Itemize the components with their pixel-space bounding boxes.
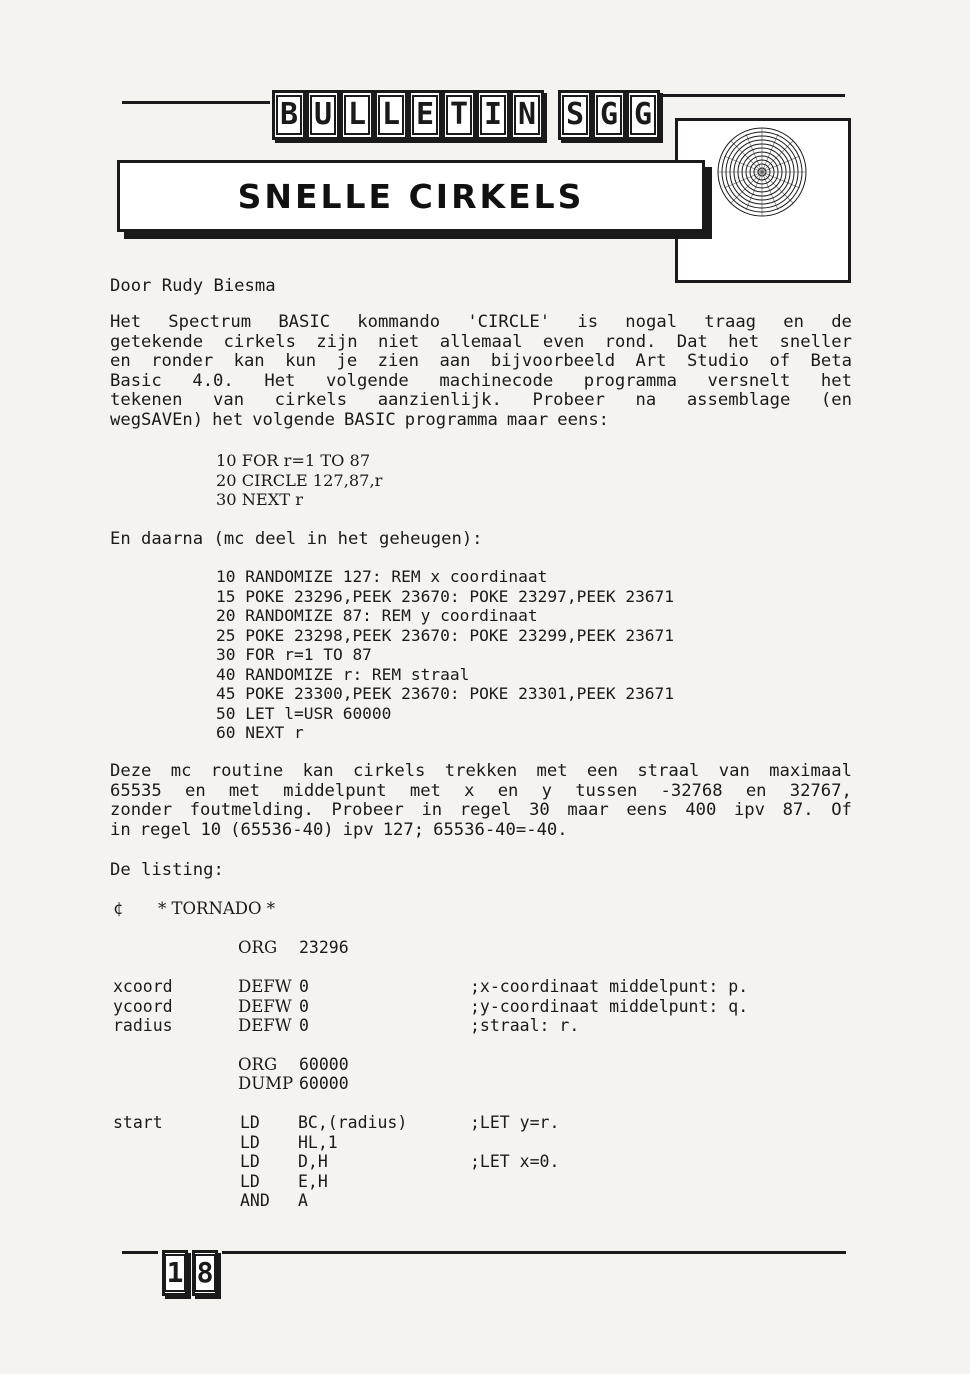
org2-op: ORG <box>238 1055 278 1074</box>
word: Dat <box>676 331 708 352</box>
footer-rule-left <box>122 1251 158 1254</box>
word: 400 <box>685 800 717 820</box>
code-comment: ;LET y=r. <box>470 1113 560 1132</box>
word: (65536-40) <box>230 819 334 840</box>
def-arg: 0 <box>299 1016 309 1035</box>
word: zien <box>377 351 420 371</box>
word: maar <box>567 800 609 820</box>
page-number-digit-2: 8 <box>192 1250 218 1296</box>
word: Probeer <box>532 390 605 410</box>
masthead-letter: I <box>476 90 510 140</box>
word: -32768 <box>660 780 723 801</box>
org1-arg: 23296 <box>299 938 349 957</box>
word: aanzienlijk. <box>377 390 502 410</box>
word: programma <box>404 409 498 430</box>
word: en <box>745 780 767 801</box>
word: programma <box>583 370 677 391</box>
word: middelpunt <box>283 780 387 801</box>
word: wegSAVEn) <box>110 409 204 430</box>
code-line: 25 POKE 23298,PEEK 23670: POKE 23299,PEEK 23671 <box>216 625 675 645</box>
word: assemblage <box>686 390 791 410</box>
word: en <box>497 780 519 801</box>
code-arg: BC,(radius) <box>298 1113 408 1132</box>
word: en <box>110 351 131 371</box>
def-label: radius <box>113 1016 173 1035</box>
word: kan <box>233 351 265 371</box>
def-comment: ;y-coordinaat middelpunt: q. <box>470 996 749 1016</box>
word: regel <box>459 800 512 820</box>
word: het <box>212 409 244 430</box>
word: en <box>184 780 206 801</box>
paragraph-explanation <box>110 762 852 840</box>
masthead-letter: L <box>340 90 374 140</box>
paragraph-line <box>110 391 852 411</box>
def-arg: 0 <box>299 996 309 1016</box>
word: het <box>728 331 760 352</box>
def-arg: 0 <box>299 977 309 996</box>
word: allemaal <box>439 331 523 352</box>
word: de <box>831 312 852 332</box>
word: trekken <box>444 761 518 781</box>
word: rond. <box>604 331 657 352</box>
org2-arg: 60000 <box>299 1055 349 1074</box>
code-comment: ;LET x=0. <box>470 1152 560 1171</box>
masthead-letter: L <box>374 90 408 140</box>
word: van <box>718 761 750 781</box>
word: is <box>577 312 599 332</box>
word: getekende <box>110 331 204 352</box>
code-op: LD <box>240 1152 260 1171</box>
word: zijn <box>316 331 358 352</box>
code-line: 20 CIRCLE 127,87,r <box>216 470 383 490</box>
code-arg: E,H <box>298 1171 328 1191</box>
word: een <box>586 761 618 781</box>
word: 4.0. <box>192 370 234 391</box>
word: aan <box>439 351 471 371</box>
code-line: 30 NEXT r <box>216 490 303 509</box>
word: Beta <box>810 351 852 371</box>
disc-icon <box>716 126 808 218</box>
word: je <box>336 351 358 371</box>
paragraph-line <box>110 762 852 782</box>
code-op: AND <box>240 1191 270 1210</box>
def-comment: ;straal: r. <box>470 1016 580 1035</box>
word: maar <box>506 409 549 430</box>
word: traag <box>704 312 757 332</box>
word: kun <box>285 351 317 371</box>
code-line: 15 POKE 23296,PEEK 23670: POKE 23297,PEEK 23671 <box>216 586 675 606</box>
word: Art <box>635 351 667 371</box>
page-title: SNELLE CIRKELS <box>237 177 585 216</box>
listing-title: * TORNADO * <box>158 899 276 918</box>
def-op: DEFW <box>238 977 292 996</box>
footer-rule-right <box>222 1251 846 1254</box>
word: het <box>820 370 852 391</box>
word: cirkels <box>352 761 426 781</box>
word: sneller <box>779 331 852 352</box>
word: tekenen <box>110 390 183 410</box>
listing-label: De listing: <box>110 860 224 880</box>
word: Het <box>110 312 142 332</box>
word: 32767, <box>789 780 852 801</box>
word: maximaal <box>769 761 852 781</box>
code-line: 60 NEXT r <box>216 723 304 742</box>
def-op: DEFW <box>238 996 292 1016</box>
word: kan <box>302 761 334 781</box>
def-label: ycoord <box>113 996 173 1016</box>
word: machinecode <box>439 370 554 391</box>
word: mc <box>170 761 192 781</box>
word: Spectrum <box>168 312 252 332</box>
word: ipv <box>342 819 374 840</box>
title-box <box>117 160 705 232</box>
code-op: LD <box>240 1113 260 1132</box>
code-line: 40 RANDOMIZE r: REM straal <box>216 664 470 684</box>
word: BASIC <box>343 409 396 430</box>
paragraph-line <box>110 411 852 431</box>
word: 'CIRCLE' <box>467 312 551 332</box>
word: routine <box>210 761 284 781</box>
word: met <box>536 761 568 781</box>
listing-comment-mark: ¢ <box>113 899 123 918</box>
code-line: 10 RANDOMIZE 127: REM x coordinaat <box>216 567 548 586</box>
word: in <box>110 819 131 840</box>
word: van <box>213 390 245 410</box>
word: met <box>228 780 260 801</box>
def-comment: ;x-coordinaat middelpunt: p. <box>470 977 749 996</box>
word: niet <box>378 331 420 352</box>
masthead-letter: B <box>272 90 306 140</box>
word: y <box>541 780 552 801</box>
masthead-rule-right <box>645 94 845 97</box>
word: Of <box>831 800 852 820</box>
code-label: start <box>113 1113 163 1132</box>
word: 30 <box>529 800 550 820</box>
masthead-letter: U <box>306 90 340 140</box>
word: of <box>769 351 791 371</box>
dump-op: DUMP <box>238 1074 294 1093</box>
def-op: DEFW <box>238 1016 292 1035</box>
word: eens <box>626 800 668 820</box>
masthead-letter: S <box>558 90 592 140</box>
word: 87. <box>782 800 814 820</box>
code-line: 50 LET l=USR 60000 <box>216 703 392 723</box>
word: cirkels <box>274 390 348 410</box>
word: tussen <box>575 780 638 801</box>
word: zonder <box>110 800 173 820</box>
code-line: 30 FOR r=1 TO 87 <box>216 645 372 664</box>
word: in <box>421 800 443 820</box>
word: BASIC <box>278 312 331 332</box>
word: 127; <box>382 819 425 840</box>
word: Basic <box>110 370 162 391</box>
paragraph-line <box>110 372 852 392</box>
masthead-rule-left <box>122 101 270 104</box>
word: volgende <box>252 409 335 430</box>
paragraph-line <box>110 782 852 802</box>
code-arg: D,H <box>298 1152 328 1171</box>
paragraph-line <box>110 352 852 372</box>
word: Studio <box>686 351 750 371</box>
dump-arg: 60000 <box>299 1074 349 1093</box>
word: even <box>542 331 585 352</box>
word: met <box>409 780 441 801</box>
masthead-letter: E <box>408 90 442 140</box>
org1-op: ORG <box>238 938 278 957</box>
word: straal <box>637 761 700 781</box>
word: regel <box>139 819 192 840</box>
basic-program-1 <box>216 451 382 510</box>
word: eens: <box>557 409 610 430</box>
def-label: xcoord <box>113 977 173 996</box>
word: 65535 <box>110 780 162 801</box>
byline: Door Rudy Biesma <box>110 276 276 296</box>
word: bijvoorbeeld <box>490 351 616 371</box>
code-line: 20 RANDOMIZE 87: REM y coordinaat <box>216 606 538 625</box>
word: Probeer <box>331 800 404 820</box>
word: cirkels <box>223 331 296 352</box>
masthead-letter: G <box>626 90 660 140</box>
word: 10 <box>200 819 222 840</box>
code-op: LD <box>240 1132 260 1152</box>
section-intro: En daarna (mc deel in het geheugen): <box>110 529 483 549</box>
word: na <box>635 390 657 410</box>
word: ipv <box>733 800 765 820</box>
word: (en <box>820 390 852 410</box>
word: en <box>783 312 804 332</box>
word: volgende <box>325 370 409 391</box>
code-op: LD <box>240 1171 260 1191</box>
paragraph-line <box>110 801 852 821</box>
masthead-letter: T <box>442 90 476 140</box>
code-arg: A <box>298 1191 308 1210</box>
word: 65536-40=-40. <box>433 819 568 840</box>
page-number-digit-1: 1 <box>162 1250 188 1296</box>
word: x <box>464 780 475 801</box>
word: ronder <box>151 351 214 371</box>
word: Het <box>264 370 296 391</box>
paragraph-line <box>110 313 852 333</box>
basic-program-2 <box>216 567 674 743</box>
code-line: 45 POKE 23300,PEEK 23670: POKE 23301,PEEK 23671 <box>216 684 675 703</box>
paragraph-line <box>110 821 852 841</box>
masthead-letter: G <box>592 90 626 140</box>
word: Deze <box>110 761 152 781</box>
code-arg: HL,1 <box>298 1132 338 1152</box>
paragraph-line <box>110 333 852 353</box>
word: versnelt <box>707 370 791 391</box>
code-line: 10 FOR r=1 TO 87 <box>216 451 371 470</box>
masthead-letter: N <box>510 90 544 140</box>
paragraph-intro <box>110 313 852 430</box>
word: nogal <box>625 312 678 332</box>
word: kommando <box>357 312 441 332</box>
word: foutmelding. <box>189 800 314 820</box>
